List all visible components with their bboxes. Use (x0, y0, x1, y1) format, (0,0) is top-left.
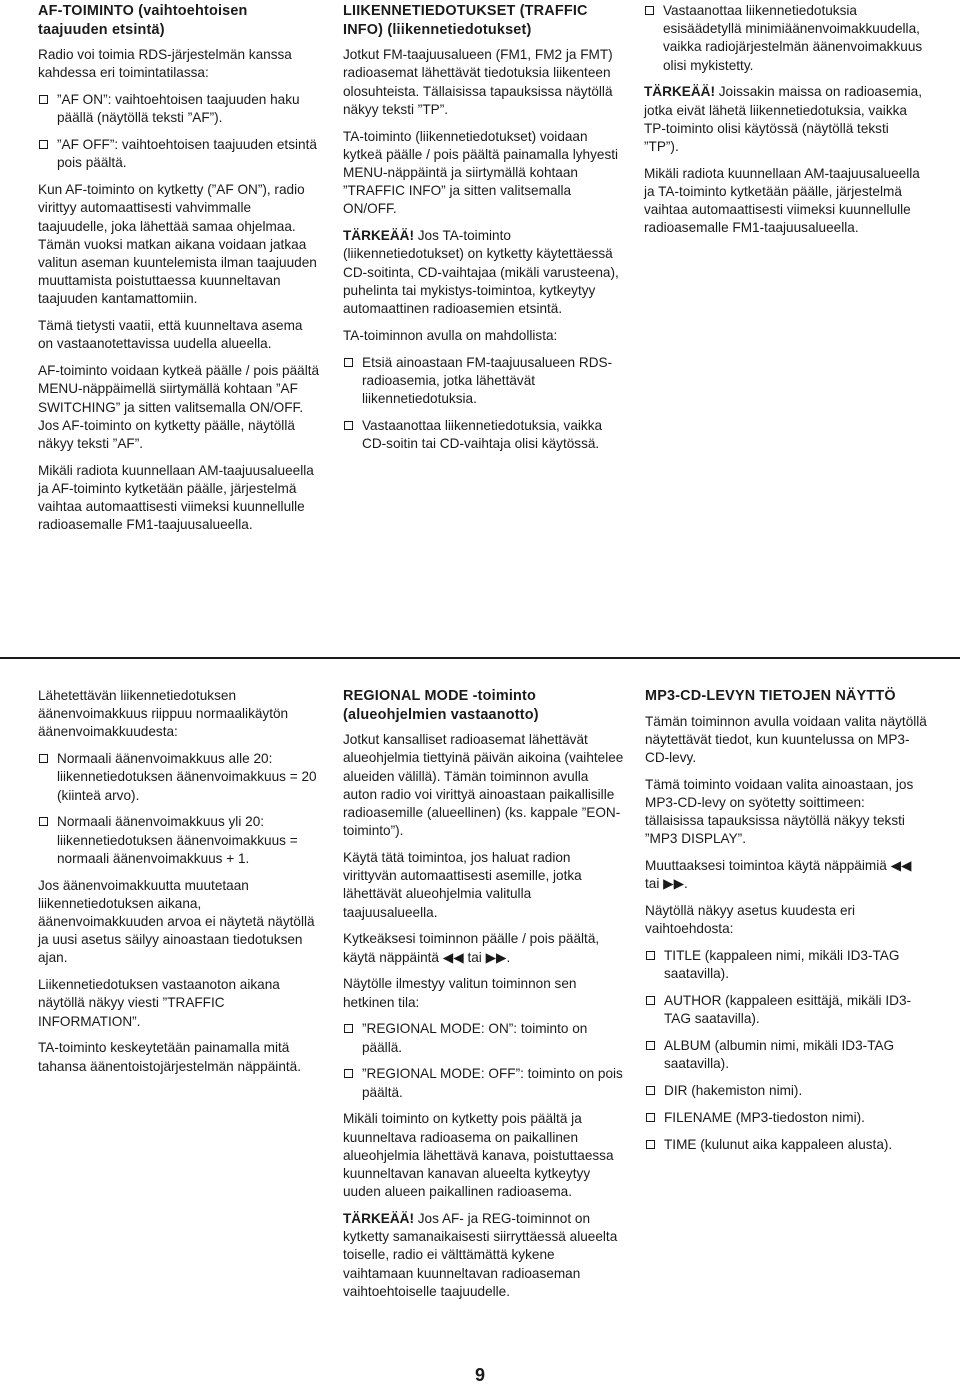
paragraph: Tämä tietysti vaatii, että kuunneltava asema on vastaanotettavissa uudella alueella. (38, 318, 303, 352)
bottom-column-2 (343, 687, 625, 1310)
checkbox-bullet-icon (39, 817, 48, 826)
paragraph: Muuttaaksesi toimintoa käytä näppäimiä ◀◀ tai ▶▶. (645, 858, 912, 892)
paragraph: TA-toiminto keskeytetään painamalla mitä tahansa äänentoistojärjestelmän näppäintä. (38, 1040, 302, 1074)
paragraph: Jos äänenvoimakkuutta muutetaan liikennetiedotuksen aikana, äänenvoimakkuuden arvoa ei näytetä näytöllä ja uusi asetus säilyy ainoastaan tiedotuksen ajan. (38, 877, 315, 966)
paragraph: Mikäli toiminto on kytketty pois päältä ja kuunneltava radioasema on paikallinen alueohjelmia lähettävä kanava, poistuttaessa kuunneltavan kanavan alueelta kytkeytyy uuden alueen paikallinen radioasema. (343, 1111, 614, 1200)
list-item: Normaali äänenvoimakkuus alle 20: liikennetiedotuksen äänenvoimakkuus = 20 (kiinteä arvo). (38, 750, 320, 805)
checkbox-bullet-icon (646, 1041, 655, 1050)
checkbox-bullet-icon (646, 951, 655, 960)
section-divider (0, 657, 960, 659)
list-item: Normaali äänenvoimakkuus yli 20: liikennetiedotuksen äänenvoimakkuus = normaali äänenvoimakkuus + 1. (38, 813, 320, 868)
paragraph: Näytöllä näkyy asetus kuudesta eri vaihtoehdosta: (645, 903, 856, 937)
list-item: ”AF OFF”: vaihtoehtoisen taajuuden etsintä pois päältä. (38, 136, 320, 172)
checkbox-bullet-icon (39, 140, 48, 149)
top-column-1 (38, 2, 320, 543)
checkbox-bullet-icon (344, 358, 353, 367)
paragraph: AF-toiminto voidaan kytkeä päälle / pois päältä MENU-näppäimellä siirtymällä kohtaan ”AF SWITCHING” ja sitten valitsemalla ON/OFF. Jos AF-toiminto on kytketty päälle, näytöllä näkyy teksti ”AF”. (38, 363, 320, 452)
list-item: Vastaanottaa liikennetiedotuksia esisäädetyllä minimiäänenvoimakkuudella, vaikka radiojärjestelmän äänenvoimakkuus olisi mykistetty. (644, 2, 926, 75)
checkbox-bullet-icon (344, 1024, 353, 1033)
paragraph: Mikäli radiota kuunnellaan AM-taajuusalueella ja AF-toiminto kytketään päälle, järjestelmä vaihtaa automaattisesti viimeksi kuunnellulle radioasemalle FM1-taajuusalueella. (38, 462, 314, 533)
list-item: DIR (hakemiston nimi). (645, 1082, 927, 1100)
paragraph: Näytölle ilmestyy valitun toiminnon sen hetkinen tila: (343, 976, 577, 1010)
bottom-column-1 (38, 687, 320, 1084)
paragraph: Kytkeäksesi toiminnon päälle / pois päältä, käytä näppäintä ◀◀ tai ▶▶. (343, 931, 600, 965)
top-column-3 (644, 2, 926, 246)
list-item: TIME (kulunut aika kappaleen alusta). (645, 1136, 927, 1154)
paragraph: Lähetettävän liikennetiedotuksen äänenvoimakkuus riippuu normaalikäytön äänenvoimakkuudesta: (38, 688, 289, 740)
mp3-display-heading: MP3-CD-LEVYN TIETOJEN NÄYTTÖ (645, 688, 896, 704)
af-heading: AF-TOIMINTO (vaihtoehtoisen taajuuden etsintä) (38, 3, 248, 38)
warning-paragraph: TÄRKEÄÄ! Jos TA-toiminto (liikennetiedotukset) on kytketty käytettäessä CD-soitinta, CD-vaihtajaa (mikäli varusteena), puhelinta tai mykistys-toimintoa, kytkeytyy automaattinen radioasemien etsintä. (343, 228, 619, 317)
warning-label: TÄRKEÄÄ! (343, 228, 414, 244)
page-number: 9 (474, 1365, 485, 1385)
list-item: ”REGIONAL MODE: OFF”: toiminto on pois päältä. (343, 1065, 625, 1101)
list-item: Vastaanottaa liikennetiedotuksia, vaikka CD-soitin tai CD-vaihtaja olisi käytössä. (343, 417, 625, 453)
bottom-column-3 (645, 687, 927, 1163)
checkbox-bullet-icon (646, 996, 655, 1005)
list-item: ”AF ON”: vaihtoehtoisen taajuuden haku päällä (näytöllä teksti ”AF”). (38, 91, 320, 127)
paragraph: TA-toiminto (liikennetiedotukset) voidaan kytkeä päälle / pois päältä painamalla lyhyesti MENU-näppäintä ja siirtymällä kohtaan ”TRAFFIC INFO” ja sitten valitsemalla ON/OFF. (343, 128, 619, 217)
checkbox-bullet-icon (344, 421, 353, 430)
af-intro: Radio voi toimia RDS-järjestelmän kanssa kahdessa eri toimintatilassa: (38, 47, 292, 81)
checkbox-bullet-icon (344, 1069, 353, 1078)
warning-label: TÄRKEÄÄ! (644, 84, 715, 100)
checkbox-bullet-icon (646, 1086, 655, 1095)
warning-paragraph: TÄRKEÄÄ! Joissakin maissa on radioasemia, jotka eivät lähetä liikennetiedotuksia, vaikka TP-toiminto olisi käytössä (näytöllä teksti ”TP”). (644, 84, 923, 155)
paragraph: Kun AF-toiminto on kytketty (”AF ON”), radio virittyy automaattisesti vahvimmalle taajuudelle, joka lähettää samaa ohjelmaa. Tämän vuoksi matkan aikana voidaan jatkaa valitun aseman kuuntelemista ilman taajuuden muuttamista poistuttaessa kuunneltavan taajuuden kantamattomiin. (38, 182, 317, 307)
regional-mode-heading: REGIONAL MODE -toiminto (alueohjelmien vastaanotto) (343, 688, 539, 723)
checkbox-bullet-icon (39, 754, 48, 763)
paragraph: Tämän toiminnon avulla voidaan valita näytöllä näytettävät tiedot, kun kuuntelussa on MP3-CD-levy. (645, 713, 927, 765)
traffic-info-heading: LIIKENNETIEDOTUKSET (TRAFFIC INFO) (liikennetiedotukset) (343, 3, 588, 38)
top-column-2 (343, 2, 625, 462)
list-item: ”REGIONAL MODE: ON”: toiminto on päällä. (343, 1020, 625, 1056)
checkbox-bullet-icon (39, 95, 48, 104)
checkbox-bullet-icon (646, 1140, 655, 1149)
paragraph: Jotkut FM-taajuusalueen (FM1, FM2 ja FMT) radioasemat lähettävät tiedotuksia liikenteen olosuhteista. Tällaisissa tapauksissa näytöllä näkyy teksti ”TP”. (343, 47, 613, 117)
warning-label: TÄRKEÄÄ! (343, 1211, 414, 1227)
list-item: AUTHOR (kappaleen esittäjä, mikäli ID3-TAG saatavilla). (645, 992, 927, 1028)
list-item: FILENAME (MP3-tiedoston nimi). (645, 1109, 927, 1127)
checkbox-bullet-icon (646, 1113, 655, 1122)
list-item: Etsiä ainoastaan FM-taajuusalueen RDS-radioasemia, jotka lähettävät liikennetiedotuksia. (343, 354, 625, 409)
paragraph: Jotkut kansalliset radioasemat lähettävät alueohjelmia tiettyinä päivän aikoina (vaihtelee alueiden välillä). Tämän toiminnon avulla auton radio voi virittyä ainoastaan paikallisille radioasemille (alueellinen) (ks. kappale ”EON-toiminto”). (343, 732, 624, 839)
list-item: TITLE (kappaleen nimi, mikäli ID3-TAG saatavilla). (645, 947, 927, 983)
checkbox-bullet-icon (645, 6, 654, 15)
list-item: ALBUM (albumin nimi, mikäli ID3-TAG saatavilla). (645, 1037, 927, 1073)
paragraph: TA-toiminnon avulla on mahdollista: (343, 327, 558, 343)
paragraph: Mikäli radiota kuunnellaan AM-taajuusalueella ja TA-toiminto kytketään päälle, järjestelmä vaihtaa automaattisesti viimeksi kuunnellulle radioasemalle FM1-taajuusalueella. (644, 165, 920, 236)
paragraph: Käytä tätä toimintoa, jos haluat radion virittyvän automaattisesti asemille, jotka lähettävät alueohjelmia valitulla taajuusalueella. (343, 850, 582, 920)
warning-paragraph: TÄRKEÄÄ! Jos AF- ja REG-toiminnot on kytketty samanaikaisesti siirryttäessä alueelta toiselle, radio ei välttämättä kykene vaihtamaan kuunneltavan radioaseman vaihtoehtoiselle taajuudelle. (343, 1211, 618, 1299)
paragraph: Tämä toiminto voidaan valita ainoastaan, jos MP3-CD-levy on syötetty soittimeen: tällaisissa tapauksissa näytöllä näkyy teksti ”MP3 DISPLAY”. (645, 776, 914, 847)
paragraph: Liikennetiedotuksen vastaanoton aikana näytöllä näkyy viesti ”TRAFFIC INFORMATION”. (38, 977, 280, 1029)
